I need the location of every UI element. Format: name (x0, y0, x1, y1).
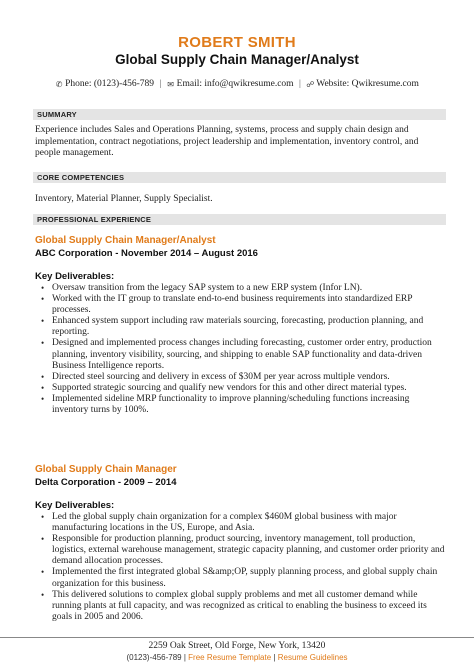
website-value[interactable]: Qwikresume.com (351, 79, 419, 89)
candidate-name: ROBERT SMITH (178, 34, 296, 51)
free-resume-template-link[interactable]: Free Resume Template (188, 653, 272, 662)
candidate-title: Global Supply Chain Manager/Analyst (115, 52, 359, 67)
summary-text: Experience includes Sales and Operations Planning, systems, process and supply chain design and implementation, contract negotiations, project leadership and implementation, inventory control, and people management. (35, 125, 419, 159)
footer-divider (0, 637, 474, 638)
contact-separator: | (298, 79, 301, 89)
website-label: Website: (316, 79, 350, 89)
deliverables-label: Key Deliverables: (35, 500, 115, 511)
list-item: • Implemented sideline MRP functionality to improve planning/scheduling functions increasing inventory turns by 100%. (45, 394, 445, 416)
globe-icon: ☍ (306, 80, 315, 89)
phone-value: (0123)-456-789 (93, 79, 154, 89)
resume-guidelines-link[interactable]: Resume Guidelines (277, 653, 348, 662)
email-value[interactable]: info@qwikresume.com (204, 79, 294, 89)
footer-separator: | (273, 653, 276, 662)
deliverables-label: Key Deliverables: (35, 271, 115, 282)
footer-separator: | (183, 653, 186, 662)
job-title: Global Supply Chain Manager/Analyst (35, 235, 216, 246)
list-item: • This delivered solutions to complex global supply problems and met all customer demand while running plants at full capacity, and was recognized as critical to enabling the business to exceed its goals in 2005 and 2006. (45, 590, 445, 623)
job-title: Global Supply Chain Manager (35, 464, 177, 475)
competencies-text: Inventory, Material Planner, Supply Specialist. (35, 194, 213, 204)
contact-line (0, 79, 474, 89)
experience-heading: PROFESSIONAL EXPERIENCE (33, 214, 446, 225)
list-item: • Directed steel sourcing and delivery in excess of $30M per year across multiple vendors. (45, 372, 445, 383)
phone-label: Phone: (65, 79, 92, 89)
job-company: Delta Corporation - 2009 – 2014 (35, 477, 177, 488)
list-item: • Designed and implemented process changes including forecasting, customer order entry, production planning, inventory visibility, sourcing, and shipping to enable SAP functionality and data-driven Business Intelligence reports. (45, 338, 445, 371)
email-icon: ✉ (167, 80, 174, 89)
list-item: • Implemented the first integrated global S&amp;OP, supply planning process, and global supply chain organization for this business. (45, 567, 445, 589)
list-item: • Enhanced system support including raw materials sourcing, forecasting, production planning, and reporting. (45, 316, 445, 338)
email-label: Email: (176, 79, 202, 89)
phone-icon: ✆ (55, 80, 63, 89)
job-bullets (45, 283, 445, 416)
list-item: • Led the global supply chain organization for a complex $460M global business with major manufacturing locations in the US, Europe, and Asia. (45, 512, 445, 534)
list-item: • Oversaw transition from the legacy SAP system to a new ERP system (Infor LN). (45, 283, 445, 294)
summary-heading: SUMMARY (33, 109, 446, 120)
list-item: • Supported strategic sourcing and qualify new vendors for this and other direct material types. (45, 383, 445, 394)
job-company: ABC Corporation - November 2014 – August 2016 (35, 248, 258, 259)
footer-links (0, 653, 474, 662)
footer-phone: (0123)-456-789 (126, 653, 182, 662)
footer-address: 2259 Oak Street, Old Forge, New York, 13420 (148, 641, 326, 651)
list-item: • Responsible for production planning, product sourcing, inventory management, toll production, logistics, external warehouse management, strategic capacity planning, and customer order priority and demand allocation processes. (45, 534, 445, 567)
contact-separator: | (159, 79, 162, 89)
list-item: • Worked with the IT group to translate end-to-end business requirements into standardized ERP processes. (45, 294, 445, 316)
competencies-heading: CORE COMPETENCIES (33, 172, 446, 183)
job-bullets (45, 512, 445, 623)
